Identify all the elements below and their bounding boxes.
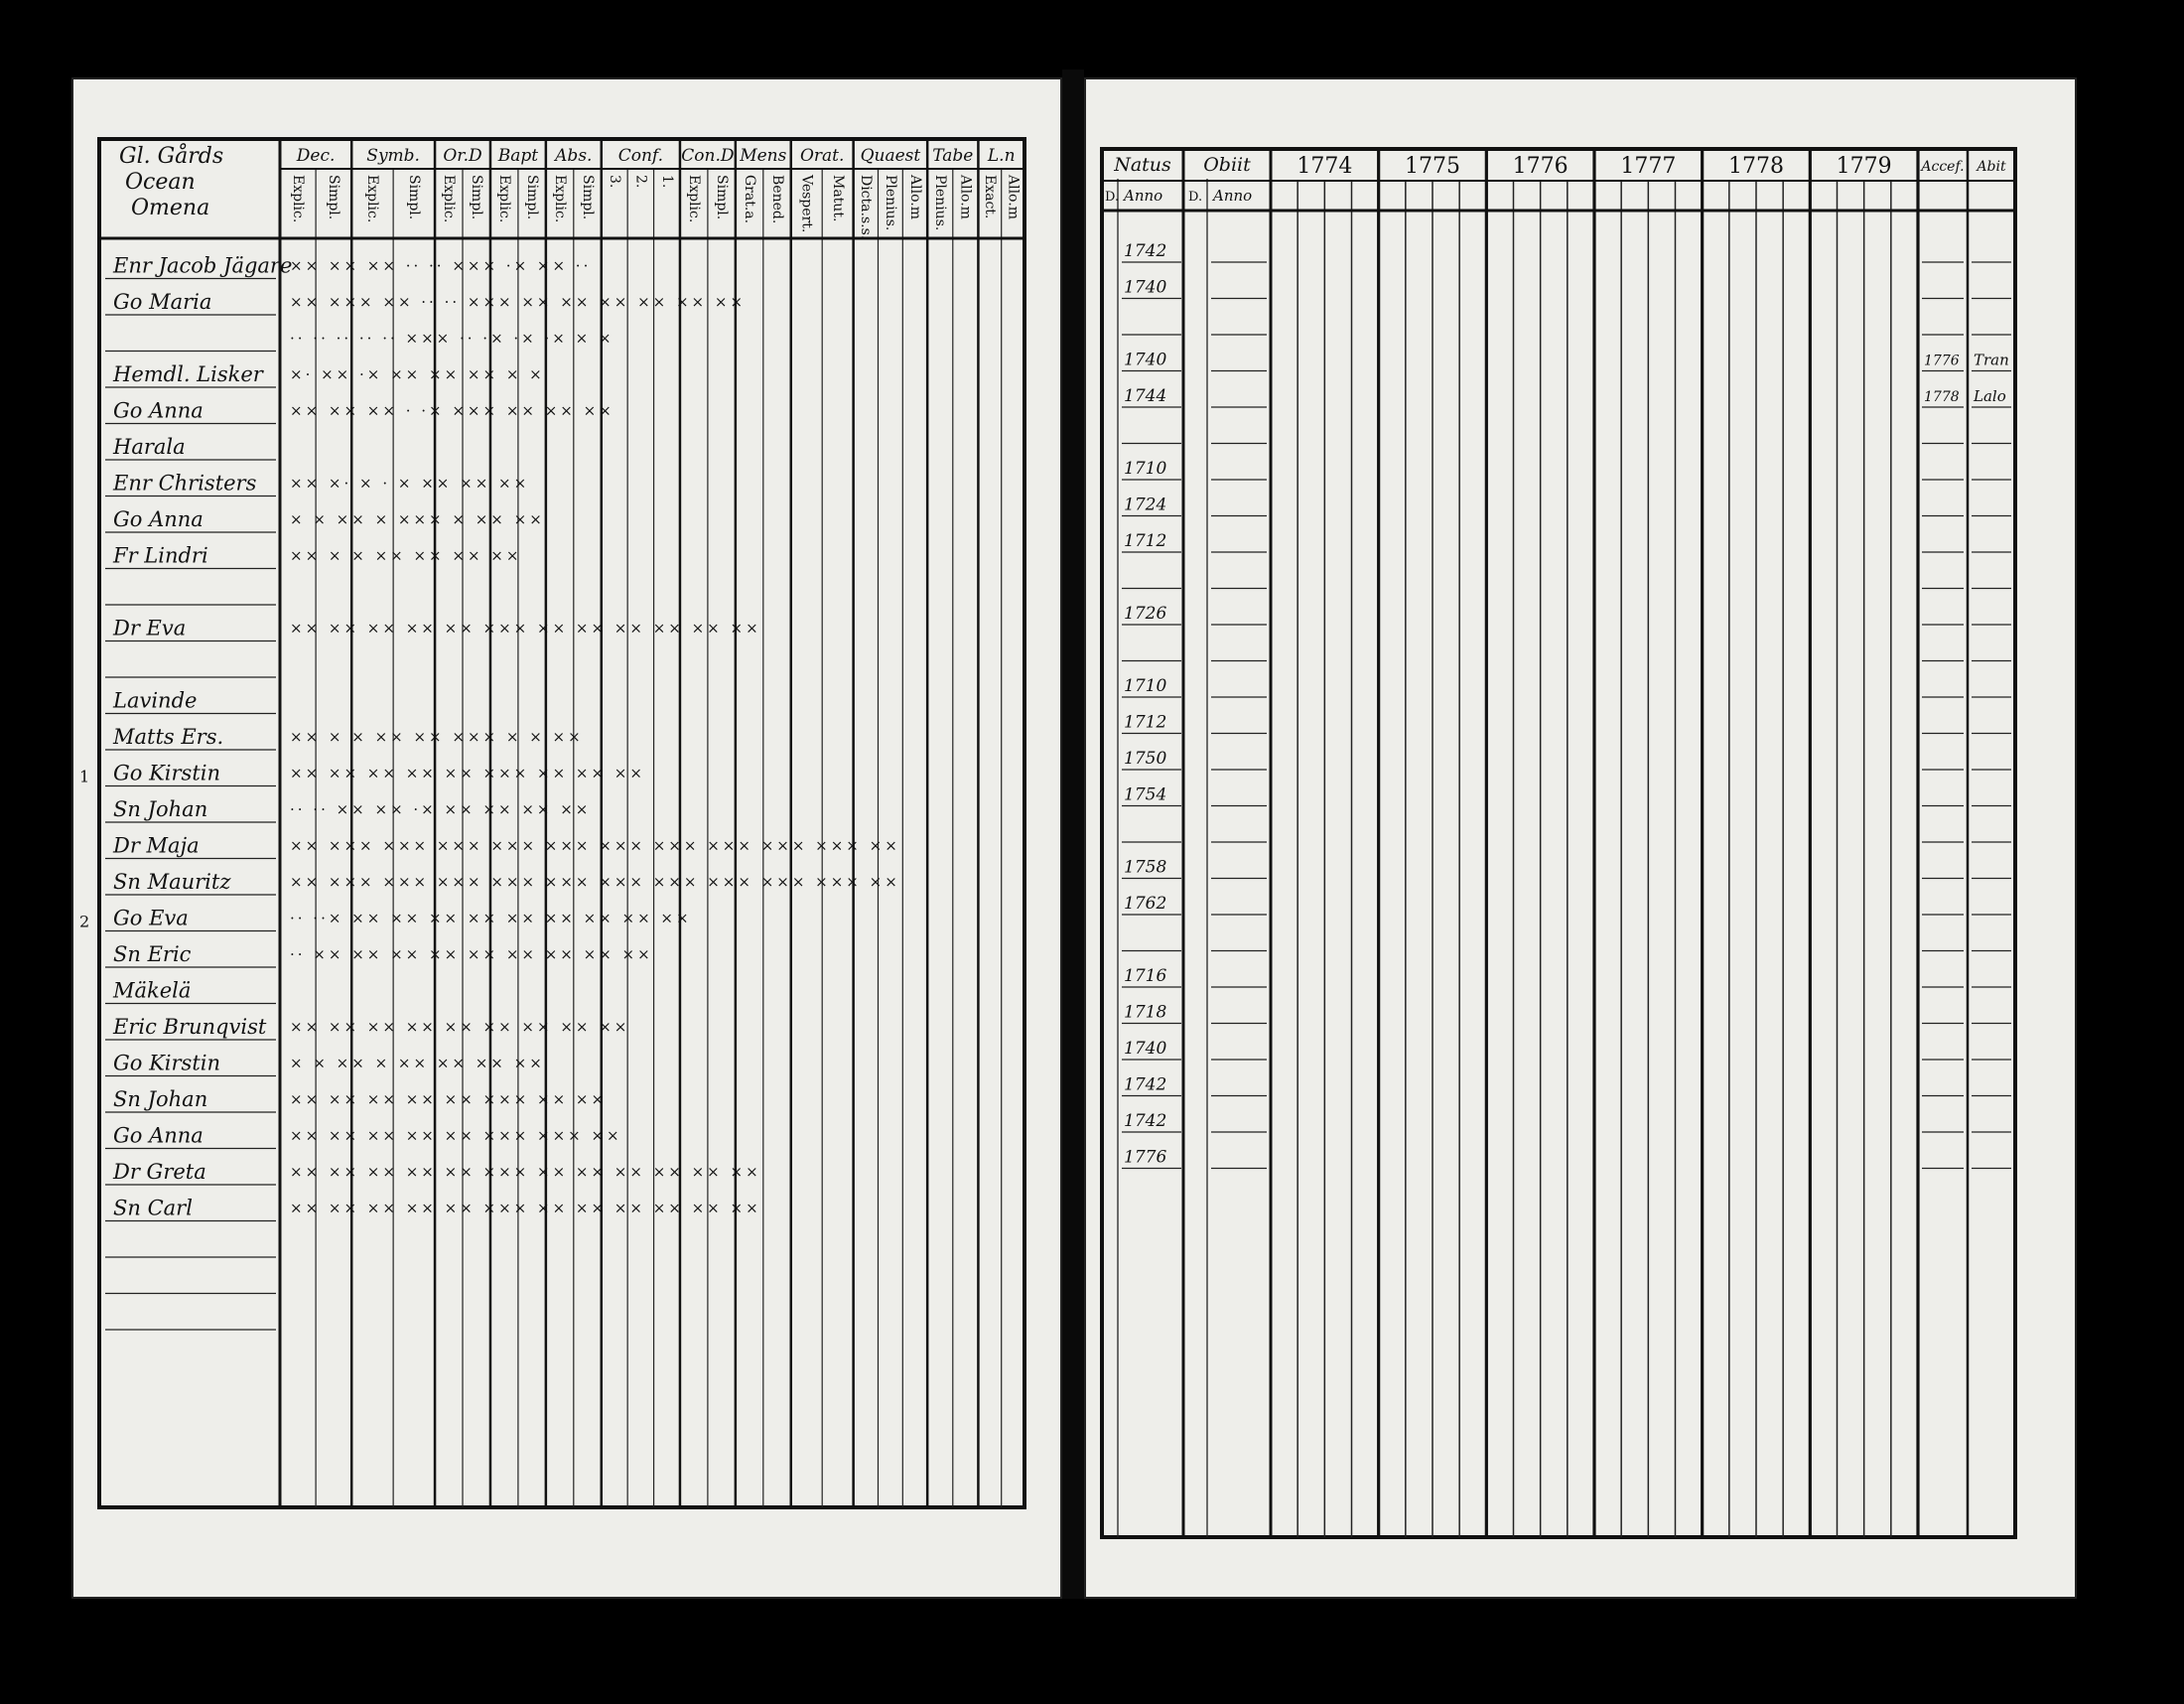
catechism-marks: ×× × × ×× ×× ×× ×× [290,546,522,565]
column-subheader: Allo.m [906,175,923,219]
person-name: Harala [113,435,186,459]
person-name: Eric Brunqvist [113,1015,267,1039]
person-name: Go Anna [113,1123,204,1148]
abit-note: Tran [1974,351,2009,369]
column-header-11: Tabe [932,146,974,166]
catechism-marks: ×× ××× ××× ××× ××× ××× ××× ××× ××× ××× ××× ×× [290,873,900,891]
column-subheader: Vespert. [798,175,815,233]
column-header-4: Bapt [497,146,539,166]
catechism-marks: ×× ×× ×× · ·× ××× ×× ×× ×× [290,401,614,420]
column-header-10: Quaest [860,146,921,166]
village-header-line: Ocean [125,170,196,195]
column-subheader: Simpl. [713,175,730,220]
year-header: 1776 [1512,154,1569,179]
column-subheader: Simpl. [406,175,423,220]
year-header: 1778 [1728,154,1784,179]
column-header-2: Symb. [366,146,420,166]
catechism-marks: ·· ×× ×× ×× ×× ×× ×× ×× ×× ×× [290,945,653,963]
catechism-marks: ×× ×× ×× ×× ×× ××× ×× ×× ×× ×× ×× ×× [290,619,761,638]
birth-year: 1718 [1124,1002,1167,1023]
person-name: Sn Johan [113,1087,208,1111]
left-page [71,77,1062,1599]
person-name: Go Kirstin [113,761,220,785]
column-header-1: Dec. [296,146,336,166]
column-subheader: Explic. [495,175,512,223]
catechism-marks: ×× ××× ×× ·· ·· ××× ×× ×× ×× ×× ×× ×× [290,293,747,311]
birth-year: 1744 [1124,386,1167,406]
person-name: Go Eva [113,906,189,930]
person-name: Dr Maja [113,833,200,858]
birth-year: 1776 [1124,1147,1167,1168]
column-subheader: 3. [606,175,622,189]
birth-year: 1750 [1124,749,1167,769]
person-name: Lavinde [113,688,198,713]
person-name: Sn Johan [113,797,208,821]
catechism-marks: ·· ·· ·· ·· ·· ××× ·· ·× ·× ·× × × [290,329,614,348]
obiit-year-header: Anno [1213,187,1253,205]
left-page-table [71,77,1062,1599]
catechism-marks: ×× ×× ×× ×× ×× ××× ××× ×× [290,1126,622,1145]
catechism-marks: ×× ×× ×× ×× ×× ××× ×× ×× [290,1090,608,1108]
column-subheader: Simpl. [326,175,342,220]
person-name: Go Anna [113,507,204,531]
margin-number: 1 [79,767,90,786]
column-subheader: Dicta.s.s. [858,175,875,240]
column-subheader: Allo.m [1005,175,1022,219]
person-name: Go Anna [113,398,204,423]
column-subheader: Explic. [290,175,307,223]
column-subheader: Simpl. [579,175,596,220]
birth-year: 1742 [1124,1074,1167,1095]
person-name: Dr Greta [113,1160,206,1184]
person-name: Mäkelä [113,978,192,1003]
person-name: Sn Eric [113,942,192,966]
person-name: Fr Lindri [113,543,208,568]
person-name: Sn Mauritz [113,870,231,894]
catechism-marks: × × ×× × ××× × ×× ×× [290,510,545,528]
column-header-6: Conf. [617,146,663,166]
right-page [1084,77,2077,1599]
accessit-note: 1778 [1924,389,1960,405]
obiit-day-header: D. [1188,190,1203,205]
column-header-7: Con.D [681,146,735,166]
abit-note: Lalo [1974,387,2006,405]
person-name: Go Maria [113,290,212,314]
catechism-marks: ×× ××× ××× ××× ××× ××× ××× ××× ××× ××× ××× ×× [290,836,900,855]
catechism-marks: ×× ×× ×× ×× ×× ××× ×× ×× ×× ×× ×× ×× [290,1163,761,1181]
column-header-5: Abs. [555,146,593,166]
catechism-marks: ×× × × ×× ×× ××× × × ×× [290,728,584,746]
year-header: 1779 [1836,154,1892,179]
person-name: Dr Eva [113,616,187,640]
birth-year: 1740 [1124,1039,1167,1059]
person-name: Enr Christers [113,471,257,496]
right-table-frame [1102,149,2015,1537]
obiit-header: Obiit [1203,154,1251,176]
catechism-marks: ×· ×× ·× ×× ×× ×× × × [290,365,545,383]
column-subheader: Matut. [829,175,846,222]
natus-year-header: Anno [1124,187,1163,205]
birth-year: 1762 [1124,894,1167,914]
column-subheader: Allo.m [957,175,974,219]
year-header: 1777 [1620,154,1677,179]
column-subheader: Explic. [685,175,702,223]
column-header-12: L.n [987,146,1016,166]
birth-year: 1740 [1124,350,1167,370]
birth-year: 1724 [1124,495,1167,515]
person-name: Sn Carl [113,1196,193,1220]
accessit-header: Accef. [1921,159,1965,175]
person-name: Matts Ers. [113,725,224,749]
birth-year: 1742 [1124,241,1167,261]
village-header-line: Omena [131,196,210,220]
natus-header: Natus [1114,154,1171,176]
column-subheader: Explic. [364,175,381,223]
birth-year: 1710 [1124,676,1167,696]
person-name: Go Kirstin [113,1051,220,1075]
birth-year: 1710 [1124,459,1167,479]
column-subheader: Simpl. [468,175,484,220]
accessit-note: 1776 [1924,353,1960,369]
catechism-marks: ×× ×× ×× ×× ×× ×× ×× ×× ×× [290,1018,630,1036]
birth-year: 1742 [1124,1111,1167,1131]
right-page-table [1084,77,2077,1599]
birth-year: 1712 [1124,531,1167,551]
catechism-marks: ×× ×× ×× ×× ×× ××× ×× ×× ×× [290,764,645,782]
column-header-9: Orat. [799,146,845,166]
catechism-marks: ×× ×× ×× ×× ×× ××× ×× ×× ×× ×× ×× ×× [290,1199,761,1217]
column-header-3: Or.D [443,146,482,166]
birth-year: 1716 [1124,966,1167,986]
birth-year: 1726 [1124,604,1167,624]
column-subheader: Grat.a. [741,175,757,224]
birth-year: 1754 [1124,784,1167,805]
column-subheader: Simpl. [523,175,540,220]
column-subheader: 2. [632,175,649,189]
column-subheader: Plenius. [882,175,898,231]
birth-year: 1740 [1124,277,1167,298]
column-subheader: Plenius. [931,175,948,231]
column-subheader: Explic. [551,175,568,223]
column-subheader: Exact. [982,175,999,219]
column-subheader: Explic. [441,175,458,223]
catechism-marks: ·· ·· ×× ×× ·× ×× ×× ×× ×× [290,800,592,818]
abit-header: Abit [1977,159,2006,175]
person-name: Hemdl. Lisker [113,362,263,386]
year-header: 1774 [1297,154,1353,179]
village-header-line: Gl. Gårds [119,144,224,169]
birth-year: 1712 [1124,712,1167,733]
year-header: 1775 [1405,154,1460,179]
margin-number: 2 [79,912,90,931]
catechism-marks: × × ×× × ×× ×× ×× ×× [290,1054,545,1072]
natus-day-header: D. [1105,190,1120,205]
column-subheader: Bened. [768,175,785,224]
person-name: Enr Jacob Jägare [113,253,293,278]
catechism-marks: ×× ×· × · × ×× ×× ×× [290,474,530,493]
book-gutter [1062,70,1084,1599]
catechism-marks: ×× ×× ×× ·· ·· ××× ·× ×× ·· [290,256,592,275]
catechism-marks: ·· ··× ×× ×× ×× ×× ×× ×× ×× ×× ×× [290,909,692,927]
column-header-8: Mens [740,146,787,166]
birth-year: 1758 [1124,857,1167,878]
column-subheader: 1. [658,175,675,189]
